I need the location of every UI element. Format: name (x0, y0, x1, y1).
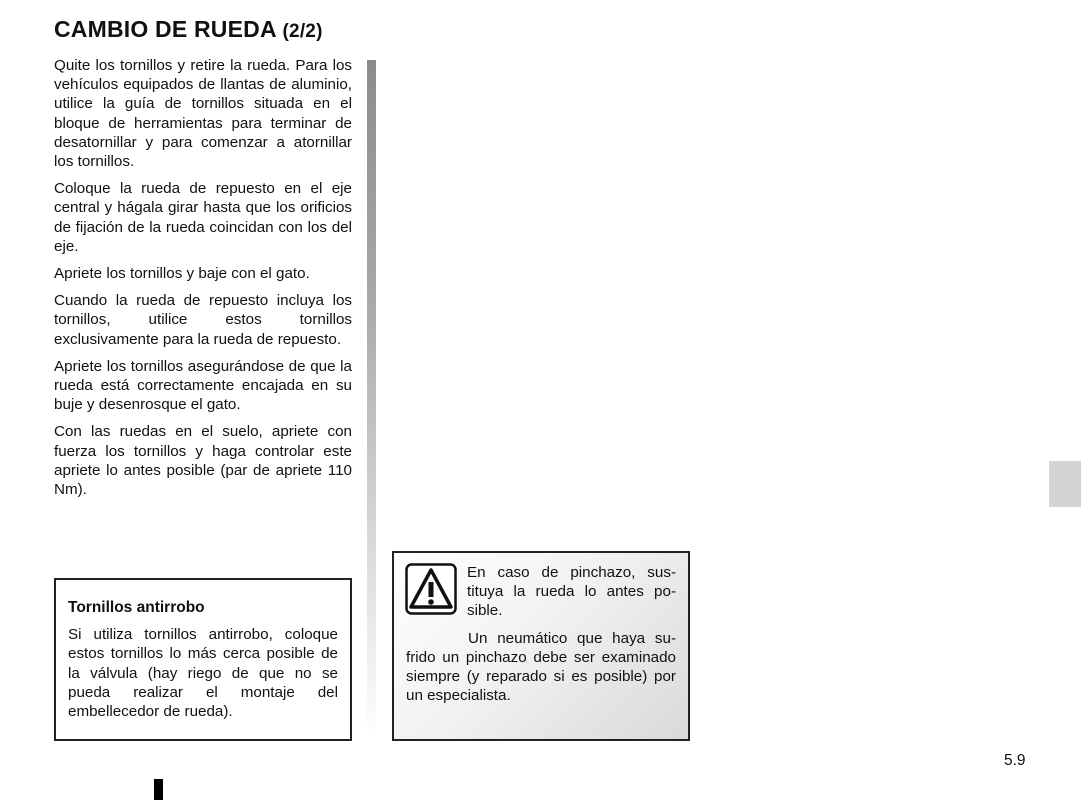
warning-triangle-icon (405, 563, 457, 615)
column-divider-bar (367, 60, 376, 740)
paragraph: Con las ruedas en el suelo, apriete con fuerza los tornillos y haga controlar este apriete lo antes posible (par de apriete 110 Nm). (54, 423, 352, 499)
warning-text-1: En caso de pinchazo, sustituya la rueda lo antes posible. (467, 564, 676, 620)
print-crop-mark (154, 779, 163, 800)
antitheft-heading: Tornillos antirrobo (68, 599, 205, 616)
chapter-tab (1049, 461, 1081, 507)
title-part: (2/2) (282, 21, 323, 42)
page-number: 5.9 (1004, 752, 1026, 769)
paragraph: Quite los tornillos y retire la rueda. Para los vehículos equipados de llantas de aluminio, utilice la guía de tornillos situada en el bloque de herramientas para terminar de desatornillar y para comenzar a atornillar los tornillos. (54, 57, 352, 171)
antitheft-text: Si utiliza tornillos antirrobo, coloque estos tornillos lo más cerca posible de la válvula (hay riego de que no se pueda realizar el montaje del embellecedor de rueda). (68, 626, 338, 721)
paragraph: Coloque la rueda de repuesto en el eje central y hágala girar hasta que los orificios de fijación de la rueda coincidan con los del eje. (54, 180, 352, 255)
antitheft-note-box (54, 578, 352, 741)
title-text: CAMBIO DE RUEDA (54, 16, 276, 42)
warning-box (392, 551, 690, 741)
paragraph: Apriete los tornillos asegurándose de que la rueda está correctamente encajada en su buje y desenrosque el gato. (54, 357, 352, 414)
main-text-column (54, 56, 352, 507)
page-title (54, 16, 323, 43)
warning-text-2: Un neumático que haya sufrido un pinchazo debe ser examinado siempre (y reparado si es posible) por un especialista. (406, 629, 676, 705)
paragraph: Apriete los tornillos y baje con el gato. (54, 265, 310, 283)
paragraph: Cuando la rueda de repuesto incluya los tornillos, utilice estos tornillos exclusivamente para la rueda de repuesto. (54, 292, 352, 348)
